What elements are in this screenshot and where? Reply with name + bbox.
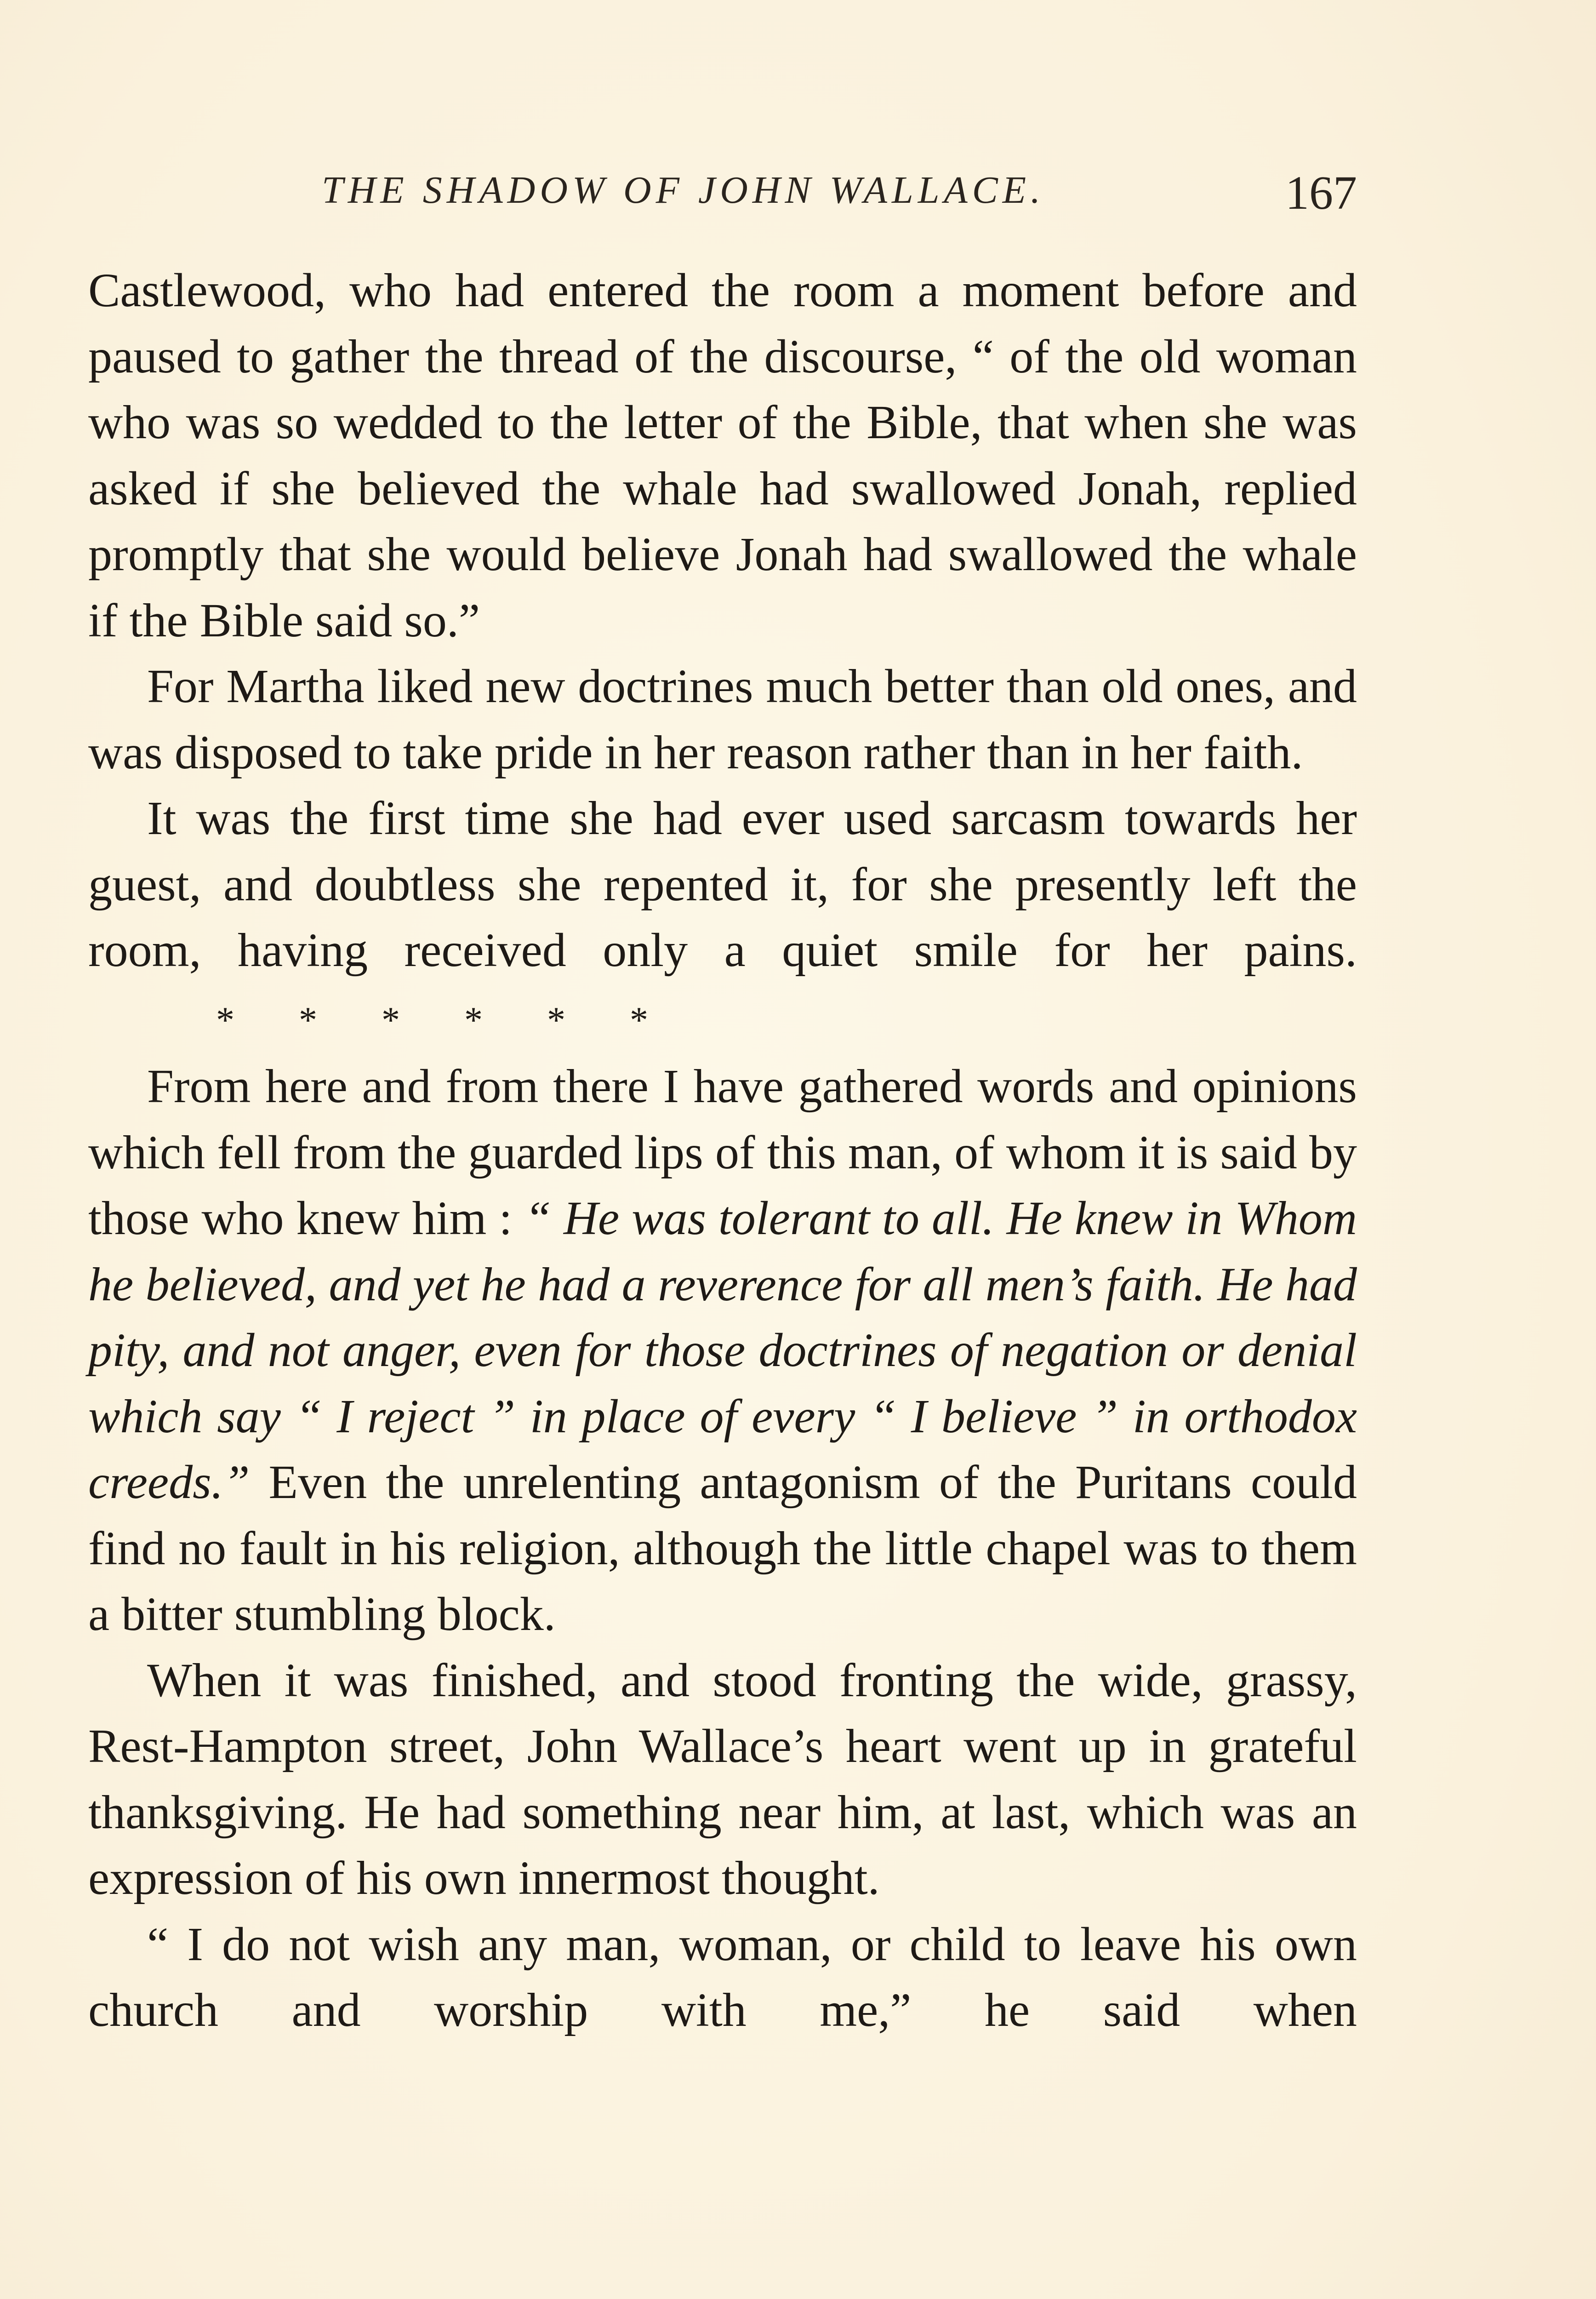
paragraph-4-tail: Even the unrelenting antagonism of the Puritans could find no fault in his religion, although the little chapel was to them a bitter stumbling block. — [88, 1456, 1357, 1641]
paragraph-4 — [88, 1053, 1357, 1647]
page-number: 167 — [1285, 166, 1357, 219]
paragraph-3-text: It was the first time she had ever used sarcasm towards her guest, and doubtless she repented it, for she presently left the room, having received only a quiet smile for her pains. — [88, 792, 1357, 977]
running-title: THE SHADOW OF JOHN WALLACE. — [322, 169, 1045, 212]
body-text — [88, 257, 1357, 2043]
paragraph-1: Castlewood, who had entered the room a moment before and paused to gather the thread of the discourse, “ of the old woman who was so wedded to the letter of the Bible, that when she was asked if she believed the whale had swallowed Jonah, replied promptly that she would believe Jonah had swallowed the whale if the Bible said so.” — [88, 264, 1357, 647]
paragraph-3 — [88, 785, 1357, 1053]
paragraph-6: “ I do not wish any man, woman, or child to leave his own church and worship with me,” he said when — [88, 1917, 1357, 2036]
paragraph-5: When it was finished, and stood fronting the wide, grassy, Rest-Hampton street, John Wallace’s heart went up in grateful thanksgiving. He had something near him, at last, which was an expression of his own innermost thought. — [88, 1653, 1357, 1904]
paragraph-2: For Martha liked new doctrines much better than old ones, and was disposed to take pride in her reason rather than in her faith. — [88, 660, 1357, 779]
italic-quotation: “ He was tolerant to all. He knew in Whom he believed, and yet he had a reverence for all men’s faith. He had pity, and not anger, even for those doctrines of negation or denial which say “ I reject ” in place of every “ I believe ” in orthodox creeds.” — [88, 1192, 1357, 1509]
paragraph-4-lead: From here and from there I have gathered words and opinions which fell from the guarded lips of this man, of whom it is said by those who knew him : — [88, 1060, 1357, 1245]
section-break-asterisms: * * * * * * — [216, 1000, 648, 1041]
